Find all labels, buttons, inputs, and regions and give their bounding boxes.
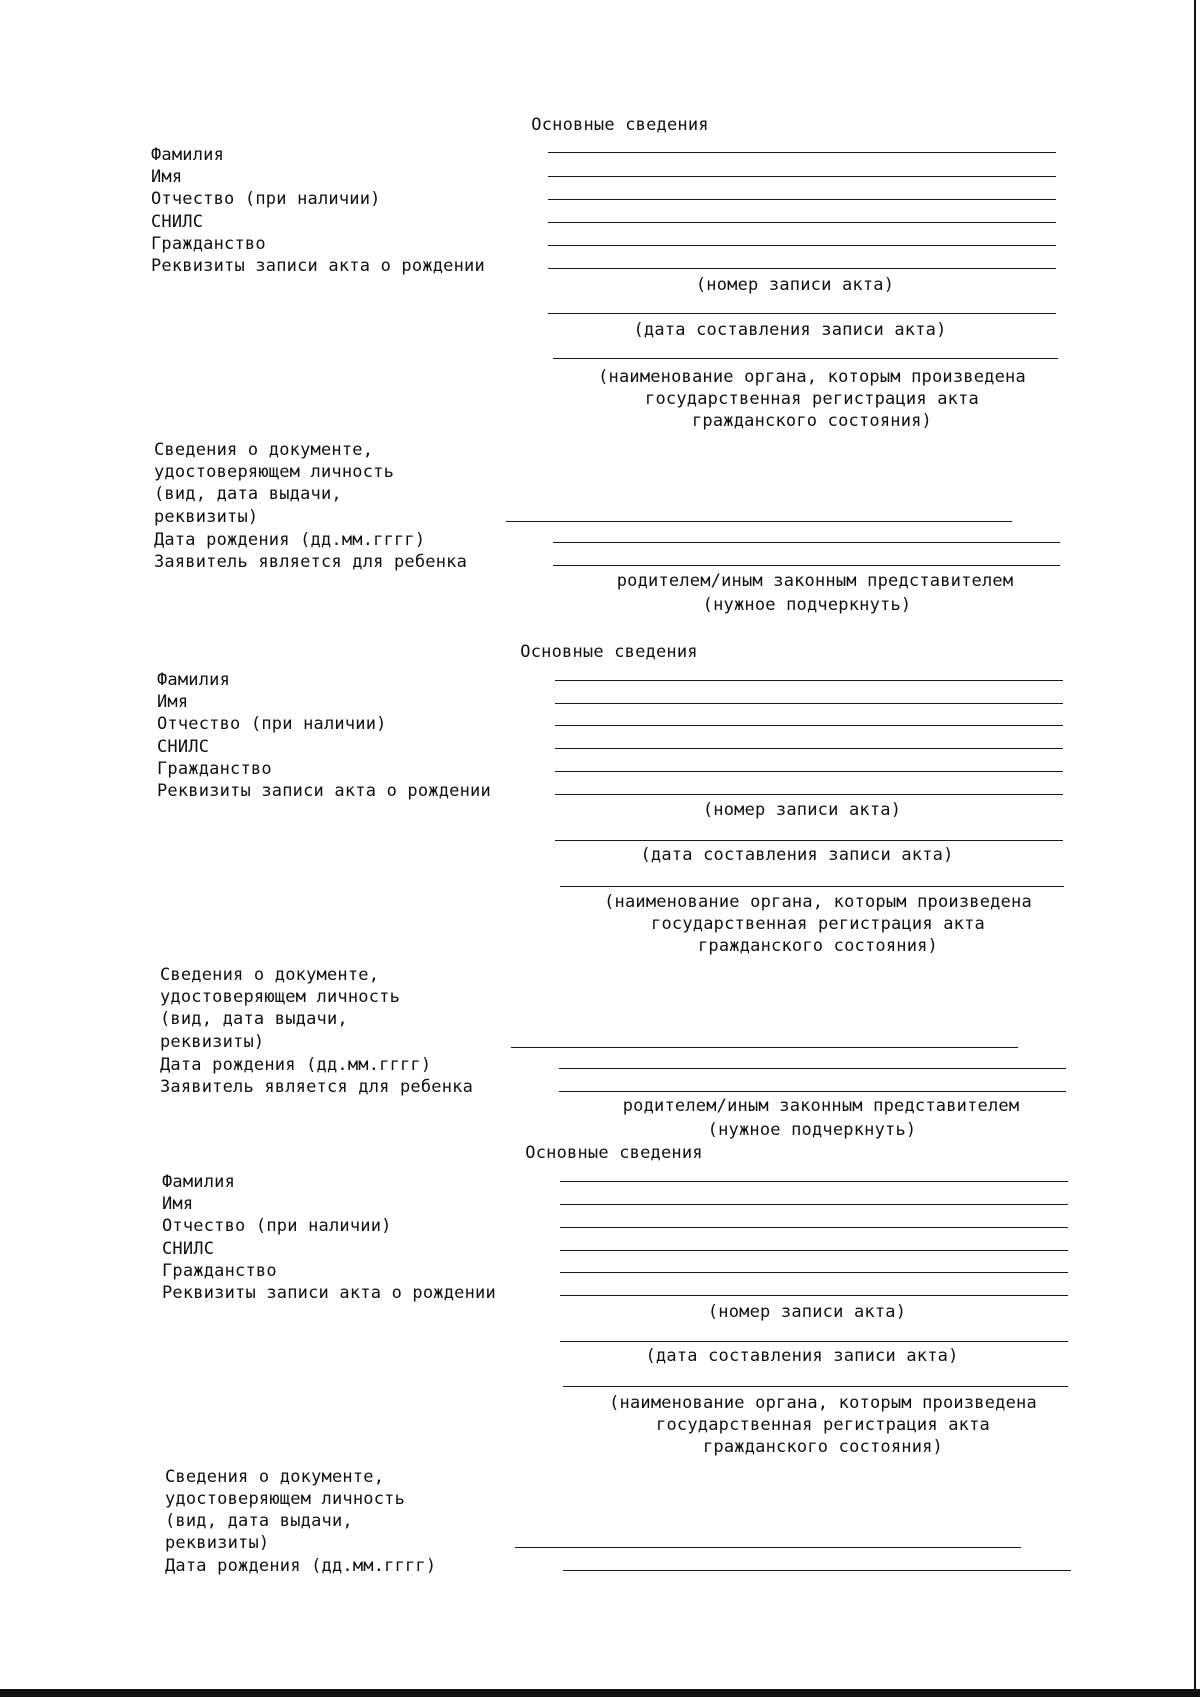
section-title: Основные сведения [531, 115, 709, 135]
applicant-label: Заявитель является для ребенка [160, 1077, 474, 1097]
citizenship-field[interactable] [560, 1272, 1068, 1273]
registration-organ-field[interactable] [553, 358, 1058, 359]
birth-date-field[interactable] [559, 1068, 1066, 1069]
id-doc-label-line1: Сведения о документе, [160, 965, 380, 985]
id-doc-label-line2: удостоверяющем личность [160, 987, 401, 1007]
record-date-field[interactable] [548, 313, 1056, 314]
organ-caption-line2: государственная регистрация акта [645, 389, 979, 409]
surname-field[interactable] [555, 680, 1063, 681]
record-date-caption: (дата составления записи акта) [645, 1346, 959, 1366]
citizenship-label: Гражданство [151, 234, 266, 254]
organ-caption-line3: гражданского состояния) [691, 411, 933, 431]
snils-field[interactable] [555, 748, 1063, 749]
record-number-field[interactable] [560, 1295, 1068, 1296]
patronymic-label: Отчество (при наличии) [151, 189, 381, 209]
id-doc-label-line1: Сведения о документе, [154, 440, 374, 460]
record-number-caption: (номер записи акта) [707, 1302, 907, 1322]
birth-record-label: Реквизиты записи акта о рождении [157, 781, 491, 801]
scan-bottom-border [0, 1689, 1200, 1697]
registration-organ-field[interactable] [563, 1386, 1068, 1387]
name-label: Имя [151, 167, 183, 187]
surname-label: Фамилия [162, 1172, 236, 1192]
id-document-field[interactable] [506, 521, 1012, 522]
patronymic-field[interactable] [555, 725, 1063, 726]
underline-note: (нужное подчеркнуть) [707, 1120, 917, 1140]
record-date-field[interactable] [560, 1341, 1068, 1342]
id-doc-label-line4: реквизиты) [154, 507, 259, 527]
birth-record-label: Реквизиты записи акта о рождении [162, 1283, 496, 1303]
id-doc-label-line1: Сведения о документе, [165, 1467, 385, 1487]
snils-label: СНИЛС [162, 1239, 215, 1259]
organ-caption-line1: (наименование органа, которым произведена [604, 892, 1032, 912]
organ-caption-line3: гражданского состояния) [702, 1437, 944, 1457]
birth-date-label: Дата рождения (дд.мм.гггг) [165, 1556, 437, 1576]
parent-caption: родителем/иным законным представителем [622, 1096, 1020, 1116]
surname-label: Фамилия [157, 670, 231, 690]
organ-caption-line2: государственная регистрация акта [651, 914, 985, 934]
id-document-field[interactable] [515, 1547, 1021, 1548]
record-number-caption: (номер записи акта) [702, 800, 902, 820]
patronymic-field[interactable] [560, 1227, 1068, 1228]
scan-right-border [1194, 0, 1196, 1697]
applicant-label: Заявитель является для ребенка [154, 552, 468, 572]
citizenship-field[interactable] [555, 771, 1063, 772]
citizenship-field[interactable] [548, 245, 1056, 246]
name-label: Имя [157, 692, 189, 712]
citizenship-label: Гражданство [162, 1261, 277, 1281]
id-doc-label-line2: удостоверяющем личность [165, 1489, 406, 1509]
id-doc-label-line3: (вид, дата выдачи, [165, 1511, 353, 1531]
record-date-field[interactable] [555, 840, 1063, 841]
id-doc-label-line3: (вид, дата выдачи, [160, 1009, 348, 1029]
name-field[interactable] [555, 703, 1063, 704]
patronymic-field[interactable] [548, 199, 1056, 200]
snils-label: СНИЛС [157, 737, 210, 757]
organ-caption-line1: (наименование органа, которым произведена [598, 367, 1026, 387]
surname-field[interactable] [560, 1181, 1068, 1182]
birth-date-label: Дата рождения (дд.мм.гггг) [160, 1055, 432, 1075]
patronymic-label: Отчество (при наличии) [162, 1216, 392, 1236]
patronymic-label: Отчество (при наличии) [157, 714, 387, 734]
surname-field[interactable] [548, 152, 1056, 153]
snils-label: СНИЛС [151, 212, 204, 232]
record-number-field[interactable] [548, 268, 1056, 269]
parent-caption: родителем/иным законным представителем [616, 571, 1014, 591]
section-title: Основные сведения [525, 1143, 703, 1163]
organ-caption-line2: государственная регистрация акта [656, 1415, 990, 1435]
underline-note: (нужное подчеркнуть) [702, 595, 912, 615]
name-label: Имя [162, 1194, 194, 1214]
applicant-field[interactable] [553, 565, 1060, 566]
birth-date-label: Дата рождения (дд.мм.гггг) [154, 530, 426, 550]
snils-field[interactable] [560, 1250, 1068, 1251]
birth-date-field[interactable] [553, 542, 1060, 543]
record-number-field[interactable] [555, 794, 1063, 795]
registration-organ-field[interactable] [560, 886, 1064, 887]
surname-label: Фамилия [151, 145, 225, 165]
id-doc-label-line4: реквизиты) [165, 1533, 270, 1553]
id-doc-label-line2: удостоверяющем личность [154, 462, 395, 482]
birth-record-label: Реквизиты записи акта о рождении [151, 256, 485, 276]
snils-field[interactable] [548, 222, 1056, 223]
id-doc-label-line3: (вид, дата выдачи, [154, 484, 342, 504]
organ-caption-line3: гражданского состояния) [697, 936, 939, 956]
applicant-field[interactable] [559, 1091, 1066, 1092]
citizenship-label: Гражданство [157, 759, 272, 779]
name-field[interactable] [560, 1204, 1068, 1205]
birth-date-field[interactable] [563, 1570, 1071, 1571]
record-number-caption: (номер записи акта) [695, 275, 895, 295]
id-doc-label-line4: реквизиты) [160, 1032, 265, 1052]
section-title: Основные сведения [520, 642, 698, 662]
organ-caption-line1: (наименование органа, которым произведена [609, 1393, 1037, 1413]
record-date-caption: (дата составления записи акта) [640, 845, 954, 865]
record-date-caption: (дата составления записи акта) [633, 320, 947, 340]
id-document-field[interactable] [511, 1047, 1018, 1048]
name-field[interactable] [548, 176, 1056, 177]
